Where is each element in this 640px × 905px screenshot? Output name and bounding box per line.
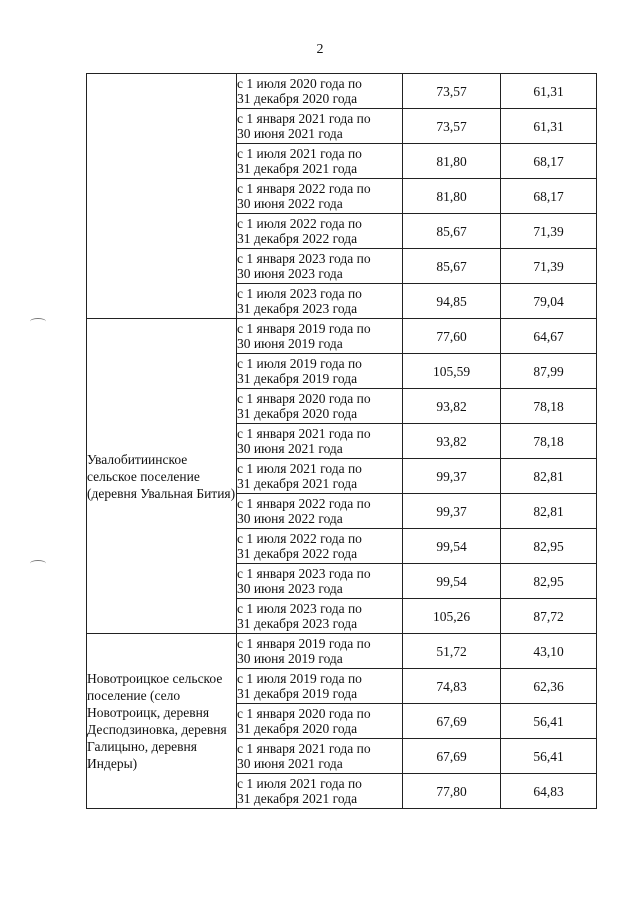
- tariff-value-1: 51,72: [403, 634, 501, 669]
- margin-mark: [30, 318, 46, 325]
- settlement-name: Увалобитиинское сельское поселение (деревня Увальная Бития): [87, 319, 237, 634]
- period-start: с 1 июля 2023 года по: [237, 285, 362, 301]
- period-start: с 1 июля 2019 года по: [237, 355, 362, 371]
- period-cell: [237, 774, 403, 809]
- tariff-value-1: 105,26: [403, 599, 501, 634]
- tariff-value-1: 93,82: [403, 424, 501, 459]
- period-start: с 1 июля 2022 года по: [237, 530, 362, 546]
- tariff-value-2: 82,95: [501, 529, 597, 564]
- tariff-value-1: 74,83: [403, 669, 501, 704]
- margin-mark: [30, 560, 46, 567]
- period-start: с 1 июля 2020 года по: [237, 75, 362, 91]
- period-end: 31 декабря 2021 года: [237, 476, 358, 491]
- period-end: 31 декабря 2021 года: [237, 791, 358, 806]
- period-end: 31 декабря 2020 года: [237, 721, 358, 736]
- tariff-value-2: 82,81: [501, 459, 597, 494]
- period-end: 30 июня 2022 года: [237, 196, 343, 211]
- period-start: с 1 июля 2021 года по: [237, 460, 362, 476]
- tariff-value-2: 61,31: [501, 74, 597, 109]
- period-cell: [237, 389, 403, 424]
- period-start: с 1 июля 2022 года по: [237, 215, 362, 231]
- period-cell: [237, 459, 403, 494]
- period-cell: [237, 424, 403, 459]
- period-end: 30 июня 2021 года: [237, 126, 343, 141]
- period-cell: [237, 669, 403, 704]
- period-cell: [237, 284, 403, 319]
- period-end: 31 декабря 2021 года: [237, 161, 358, 176]
- table-row: [87, 634, 597, 669]
- period-end: 31 декабря 2023 года: [237, 616, 358, 631]
- tariff-value-1: 67,69: [403, 704, 501, 739]
- period-end: 31 декабря 2019 года: [237, 686, 358, 701]
- period-start: с 1 января 2023 года по: [237, 565, 371, 581]
- tariff-value-1: 67,69: [403, 739, 501, 774]
- tariff-value-2: 56,41: [501, 704, 597, 739]
- period-start: с 1 июля 2023 года по: [237, 600, 362, 616]
- tariff-value-2: 68,17: [501, 144, 597, 179]
- period-cell: [237, 354, 403, 389]
- tariff-value-2: 64,67: [501, 319, 597, 354]
- tariff-value-1: 73,57: [403, 109, 501, 144]
- tariff-value-1: 81,80: [403, 179, 501, 214]
- tariff-value-1: 93,82: [403, 389, 501, 424]
- period-cell: [237, 74, 403, 109]
- tariff-value-2: 62,36: [501, 669, 597, 704]
- period-end: 30 июня 2022 года: [237, 511, 343, 526]
- tariff-value-2: 64,83: [501, 774, 597, 809]
- tariff-value-2: 87,72: [501, 599, 597, 634]
- period-start: с 1 января 2021 года по: [237, 740, 371, 756]
- period-cell: [237, 564, 403, 599]
- tariff-value-1: 99,37: [403, 494, 501, 529]
- period-start: с 1 января 2020 года по: [237, 390, 371, 406]
- tariff-value-2: 82,81: [501, 494, 597, 529]
- tariff-value-2: 56,41: [501, 739, 597, 774]
- period-end: 31 декабря 2022 года: [237, 231, 358, 246]
- tariff-value-1: 99,54: [403, 564, 501, 599]
- tariff-value-1: 99,37: [403, 459, 501, 494]
- table-row: [87, 319, 597, 354]
- period-start: с 1 июля 2021 года по: [237, 775, 362, 791]
- period-start: с 1 января 2019 года по: [237, 320, 371, 336]
- tariff-value-2: 43,10: [501, 634, 597, 669]
- period-cell: [237, 214, 403, 249]
- tariff-value-2: 68,17: [501, 179, 597, 214]
- period-start: с 1 января 2019 года по: [237, 635, 371, 651]
- period-cell: [237, 739, 403, 774]
- tariff-value-1: 73,57: [403, 74, 501, 109]
- period-start: с 1 июля 2019 года по: [237, 670, 362, 686]
- period-end: 31 декабря 2022 года: [237, 546, 358, 561]
- period-cell: [237, 599, 403, 634]
- table-row: [87, 74, 597, 109]
- period-cell: [237, 249, 403, 284]
- period-end: 31 декабря 2020 года: [237, 406, 358, 421]
- tariff-value-1: 85,67: [403, 214, 501, 249]
- period-cell: [237, 634, 403, 669]
- period-end: 30 июня 2023 года: [237, 581, 343, 596]
- period-end: 30 июня 2021 года: [237, 756, 343, 771]
- period-end: 31 декабря 2020 года: [237, 91, 358, 106]
- tariff-value-2: 71,39: [501, 214, 597, 249]
- period-cell: [237, 704, 403, 739]
- period-cell: [237, 529, 403, 564]
- tariff-table-body: [87, 74, 597, 809]
- tariff-value-1: 77,80: [403, 774, 501, 809]
- period-cell: [237, 144, 403, 179]
- period-cell: [237, 319, 403, 354]
- period-start: с 1 июля 2021 года по: [237, 145, 362, 161]
- tariff-value-2: 61,31: [501, 109, 597, 144]
- period-cell: [237, 179, 403, 214]
- period-cell: [237, 494, 403, 529]
- period-end: 31 декабря 2019 года: [237, 371, 358, 386]
- period-end: 30 июня 2019 года: [237, 336, 343, 351]
- tariff-value-2: 78,18: [501, 389, 597, 424]
- tariff-value-2: 71,39: [501, 249, 597, 284]
- period-end: 30 июня 2023 года: [237, 266, 343, 281]
- period-end: 30 июня 2021 года: [237, 441, 343, 456]
- period-cell: [237, 109, 403, 144]
- period-start: с 1 января 2022 года по: [237, 180, 371, 196]
- tariff-table: [86, 73, 597, 809]
- period-start: с 1 января 2020 года по: [237, 705, 371, 721]
- page-number: 2: [316, 42, 324, 57]
- tariff-value-1: 105,59: [403, 354, 501, 389]
- settlement-name: [87, 74, 237, 319]
- tariff-value-2: 78,18: [501, 424, 597, 459]
- tariff-value-2: 87,99: [501, 354, 597, 389]
- tariff-value-2: 79,04: [501, 284, 597, 319]
- settlement-name: Новотроицкое сельское поселение (село Новотроицк, деревня Десподзиновка, деревня Галицыно, деревня Индеры): [87, 634, 237, 809]
- tariff-value-1: 94,85: [403, 284, 501, 319]
- period-start: с 1 января 2021 года по: [237, 110, 371, 126]
- period-end: 30 июня 2019 года: [237, 651, 343, 666]
- period-start: с 1 января 2021 года по: [237, 425, 371, 441]
- period-start: с 1 января 2022 года по: [237, 495, 371, 511]
- period-end: 31 декабря 2023 года: [237, 301, 358, 316]
- tariff-value-1: 81,80: [403, 144, 501, 179]
- tariff-value-1: 85,67: [403, 249, 501, 284]
- tariff-value-2: 82,95: [501, 564, 597, 599]
- tariff-value-1: 99,54: [403, 529, 501, 564]
- tariff-value-1: 77,60: [403, 319, 501, 354]
- period-start: с 1 января 2023 года по: [237, 250, 371, 266]
